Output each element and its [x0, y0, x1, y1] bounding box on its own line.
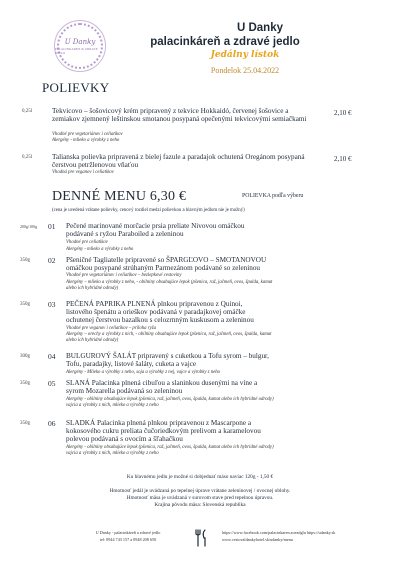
dish-number: 01	[48, 222, 56, 231]
dish-note: alebo ich hybridné odrody)	[66, 338, 119, 343]
dish-qty: 350g	[20, 421, 30, 426]
dish-number: 05	[48, 379, 56, 388]
dish-line: SLANÁ Palacinka plnená cibuľou a slaninkou dusenými na víne a	[66, 379, 258, 387]
dish-note: vajcia a výrobky z nich, mlieko a výrobky z neho	[66, 403, 159, 408]
dish-qty: 350g	[20, 302, 30, 307]
dish-note: alebo ich hybridné odrody)	[66, 286, 119, 291]
dish-line: kokosového cukru preliata čučoriedkovým prelivom a karamelovou	[66, 427, 261, 435]
soups-heading: POLIEVKY	[42, 80, 110, 95]
dish-note: Alergény - mlieko a výrobky z neho	[66, 247, 134, 252]
dish-note: Alergény – orechy a výrobky z nich, - obilniny obsahujúce lepok (pšenica, raž, jačmeň, ovos, špalda, kamut	[66, 332, 272, 337]
dish-line: Tofu, paradajky, listové šaláty, cuketa a vajce	[66, 360, 197, 368]
dish-note: Alergény - Mlieko a výrobky z neho, soja a výrobky z nej, vajce a výrobky z neho	[66, 370, 221, 375]
footer-restaurant: U Danky - palacinkáreň a zdravé jedlo	[95, 530, 161, 535]
dish-line: Pšeničné Tagliatelle pripravené so ŠPARGĽOVO – SMOTANOVOU	[66, 256, 267, 264]
daily-soup-note: POLIEVKA podľa výberu	[242, 193, 304, 199]
dish-note: Vhodné pre vegetariánov i celiatikov – bezlepkové cestoviny	[66, 273, 182, 278]
meat-origin-note: Krajina pôvodu mäsa: Slovenská republika	[154, 502, 246, 508]
dish-line: polevou podávaná s ovocím a šľahačkou	[66, 435, 183, 443]
dish-number: 06	[48, 419, 56, 428]
soup-text: Talianska polievka pripravená z bielej fazule a paradajok ochutená Oregánom posypaná čerstvou petržlenovou vňaťou	[52, 153, 305, 170]
soup-qty: 0,25l	[22, 109, 33, 114]
dish-line: ochutenej čerstvou bazalkou s celozrnným kuskusom a zeleninou	[66, 316, 254, 324]
meat-weight-note: Hmotnosť mäsa je uvádzaná v surovom stave pred tepelnou úpravou.	[126, 495, 274, 501]
dish-line: syrom Mozarella podávaná so zeleninou	[66, 387, 183, 395]
menu-title: Jedálny lístok	[210, 50, 280, 60]
dish-number: 03	[48, 300, 56, 309]
menu-date: Pondelok 25.04.2022	[210, 66, 280, 75]
soup-note: Vhodná pre veganov i celiatikov	[52, 170, 114, 175]
dish-line: SLADKÁ Palacinka plnená plnkou pripravenou z Mascarpone a	[66, 419, 252, 427]
restaurant-name: U Danky	[236, 22, 284, 34]
daily-menu-heading: DENNÉ MENU 6,30 €	[52, 189, 187, 204]
dish-line: Pečené marinované morčacie prsia preliate Nivovou omáčkou	[66, 222, 245, 230]
logo	[54, 20, 106, 72]
dish-line: BULGUROVÝ ŠALÁT pripravený s cuketkou a Tofu syrom – bulgur,	[66, 352, 269, 360]
extra-meat-note: Ku hlavnému jedlu je možné si dobjednať máso navíac 120g - 1,50 €	[126, 474, 274, 480]
dish-line: podávané s ryžou Paraboiled a zeleninou	[66, 230, 184, 238]
soup-price: 2,10 €	[334, 155, 352, 163]
dish-number: 02	[48, 256, 56, 265]
dish-qty: 350g	[20, 381, 30, 386]
logo-subtext: PALACINKAREN & ZDRAVE JEDLO	[55, 46, 98, 55]
cutlery-icon	[194, 529, 208, 547]
dish-note: Alergény - obilniny obsahujúce lepok (pšenica, raž, jačmeň, ovos, špalda, kamut alebo ich hybridné odrody)	[66, 397, 274, 402]
soup-qty: 0,25l	[22, 155, 33, 160]
weight-note: Hmotnosť jedál je uvádzaná po tepelnej úprave vrátane zeleninovej / ovocnej oblohy.	[109, 488, 291, 494]
soup-text: Tekvicovo – šošovicový krém pripravený z tekvice Hokkaidó, červenej šošovice a zemiakov zjemnený leštinskou smotanou posypaná opečenými tekvicovými semiačkami	[52, 107, 307, 124]
dish-qty: 200g/100g	[20, 224, 38, 229]
dish-line: PEČENÁ PAPRIKA PLNENÁ plnkou pripravenou z Quinoi,	[66, 300, 243, 308]
footer-links[interactable]: https://www.facebook.com/palacinkaren.zoezdglu https://udanky.sk	[222, 530, 336, 535]
dish-qty: 350g	[20, 258, 30, 263]
dish-note: Vhodné pre veganov i celiatikov – príloha ryža	[66, 326, 157, 331]
soup-allergens: Alergény - mlieko a výrobky z neho	[52, 138, 120, 143]
soup-price: 2,10 €	[334, 109, 352, 117]
dish-note: Vhodné pre celiatikov	[66, 240, 108, 245]
dish-line: omáčkou posypané strúhaným Parmezánom podávané so zeleninou	[66, 264, 261, 272]
logo-text: U Danky	[64, 37, 96, 46]
dish-note: Alergény - obilniny obsahujúce lepok (pšenica, raž, jačmeň, ovos, špalda, kamut alebo ich hybridné odrody)	[66, 445, 274, 450]
restaurant-subtitle: palacinkáreň a zdravé jedlo	[150, 36, 300, 48]
daily-menu-subtext: (cena je uvedená vrátane polievky, cenový rozdiel medzi polievkou a hlavným jedlom nie je možný)	[52, 208, 245, 213]
dish-line: listového špenátu a orieškov podávaná v paradajkovej omáčke	[66, 308, 246, 316]
dish-note: Alergény – mlieko a výrobky z neho, - obilniny obsahujúce lepok (pšenica, raž, jačmeň, ovos, špalda, kamut	[66, 280, 273, 285]
dish-number: 04	[48, 352, 56, 361]
soup-note: Vhodné pre vegetariánov i celiatikov	[52, 132, 123, 137]
dish-qty: 300g	[20, 354, 30, 359]
footer-website[interactable]: www.cestovaldankyhotel.sk/udanky/menu	[222, 537, 293, 542]
footer-phone: tel: 0944 743 157 a 0948 208 650	[99, 537, 157, 542]
dish-note: vajcia a výrobky z nich, mlieko a výrobky z neho	[66, 451, 159, 456]
